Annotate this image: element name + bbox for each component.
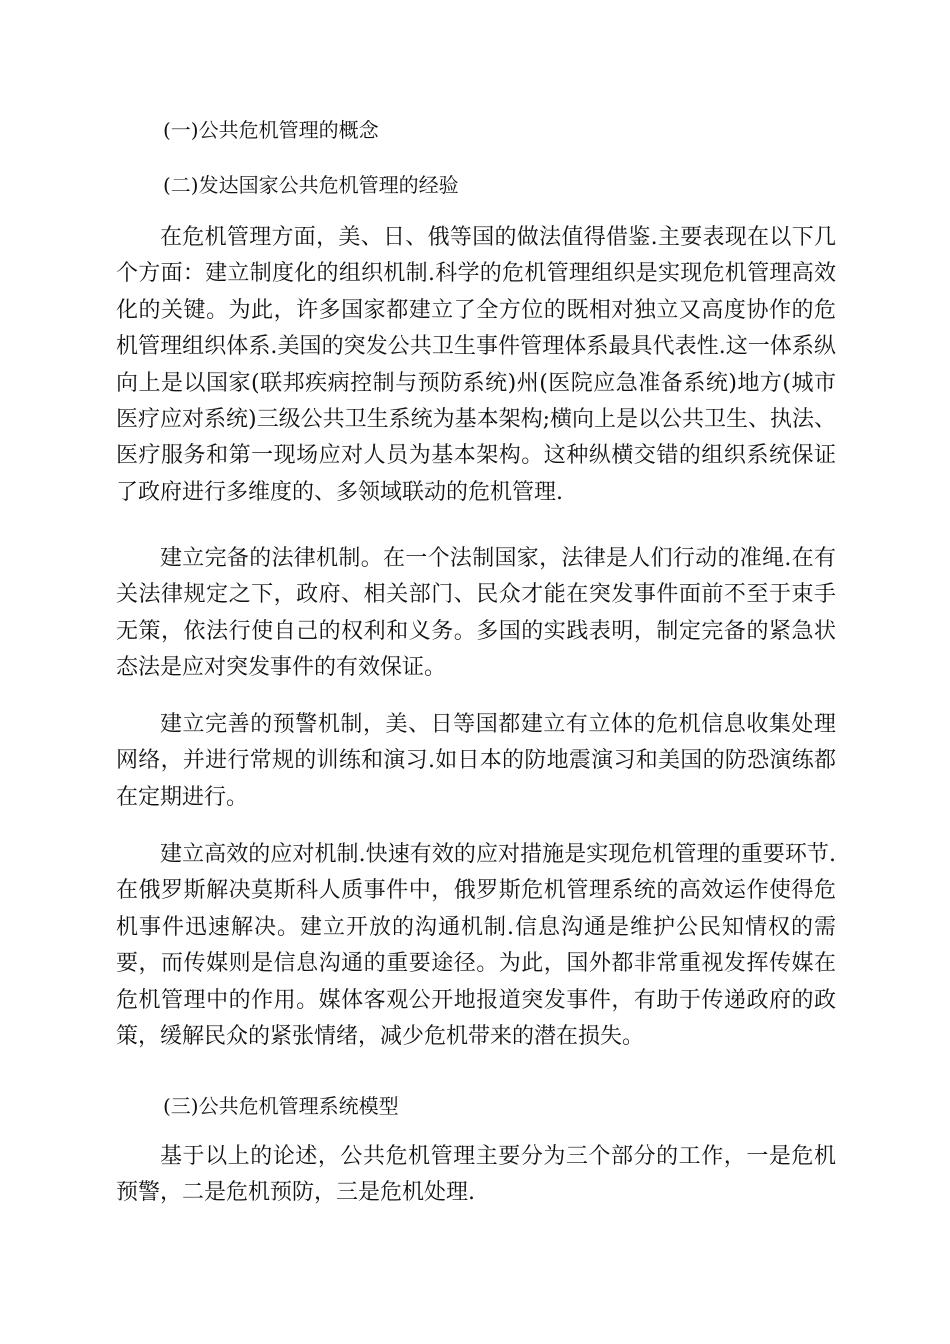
section-heading-concept: (一)公共危机管理的概念 <box>163 118 379 142</box>
section-heading-experience: (二)发达国家公共危机管理的经验 <box>163 173 459 197</box>
section-heading-model: (三)公共危机管理系统模型 <box>163 1094 399 1118</box>
paragraph-organization-mechanism: 在危机管理方面，美、日、俄等国的做法值得借鉴.主要表现在以下几个方面：建立制度化的组织机制.科学的危机管理组织是实现危机管理高效化的关键。为此，许多国家都建立了全方位的既相对独立又高度协作的危机管理组织体系.美国的突发公共卫生事件管理体系最具代表性.这一体系纵向上是以国家(联邦疾病控制与预防系统)州(医院应急准备系统)地方(城市医疗应对系统)三级公共卫生系统为基本架构;横向上是以公共卫生、执法、医疗服务和第一现场应对人员为基本架构。这种纵横交错的组织系统保证了政府进行多维度的、多领域联动的危机管理. <box>116 225 836 505</box>
paragraph-summary: 基于以上的论述，公共危机管理主要分为三个部分的工作，一是危机预警，二是危机预防，三是危机处理. <box>116 1144 836 1206</box>
paragraph-response-mechanism: 建立高效的应对机制.快速有效的应对措施是实现危机管理的重要环节.在俄罗斯解决莫斯科人质事件中，俄罗斯危机管理系统的高效运作使得危机事件迅速解决。建立开放的沟通机制.信息沟通是维护公民知情权的需要，而传媒则是信息沟通的重要途径。为此，国外都非常重视发挥传媒在危机管理中的作用。媒体客观公开地报道突发事件，有助于传递政府的政策，缓解民众的紧张情绪，减少危机带来的潜在损失。 <box>116 842 836 1050</box>
paragraph-warning-mechanism: 建立完善的预警机制，美、日等国都建立有立体的危机信息收集处理网络，并进行常规的训练和演习.如日本的防地震演习和美国的防恐演练都在定期进行。 <box>116 712 836 810</box>
paragraph-legal-mechanism: 建立完备的法律机制。在一个法制国家，法律是人们行动的准绳.在有关法律规定之下，政府、相关部门、民众才能在突发事件面前不至于束手无策，依法行使自己的权利和义务。多国的实践表明，制定完备的紧急状态法是应对突发事件的有效保证。 <box>116 546 836 681</box>
